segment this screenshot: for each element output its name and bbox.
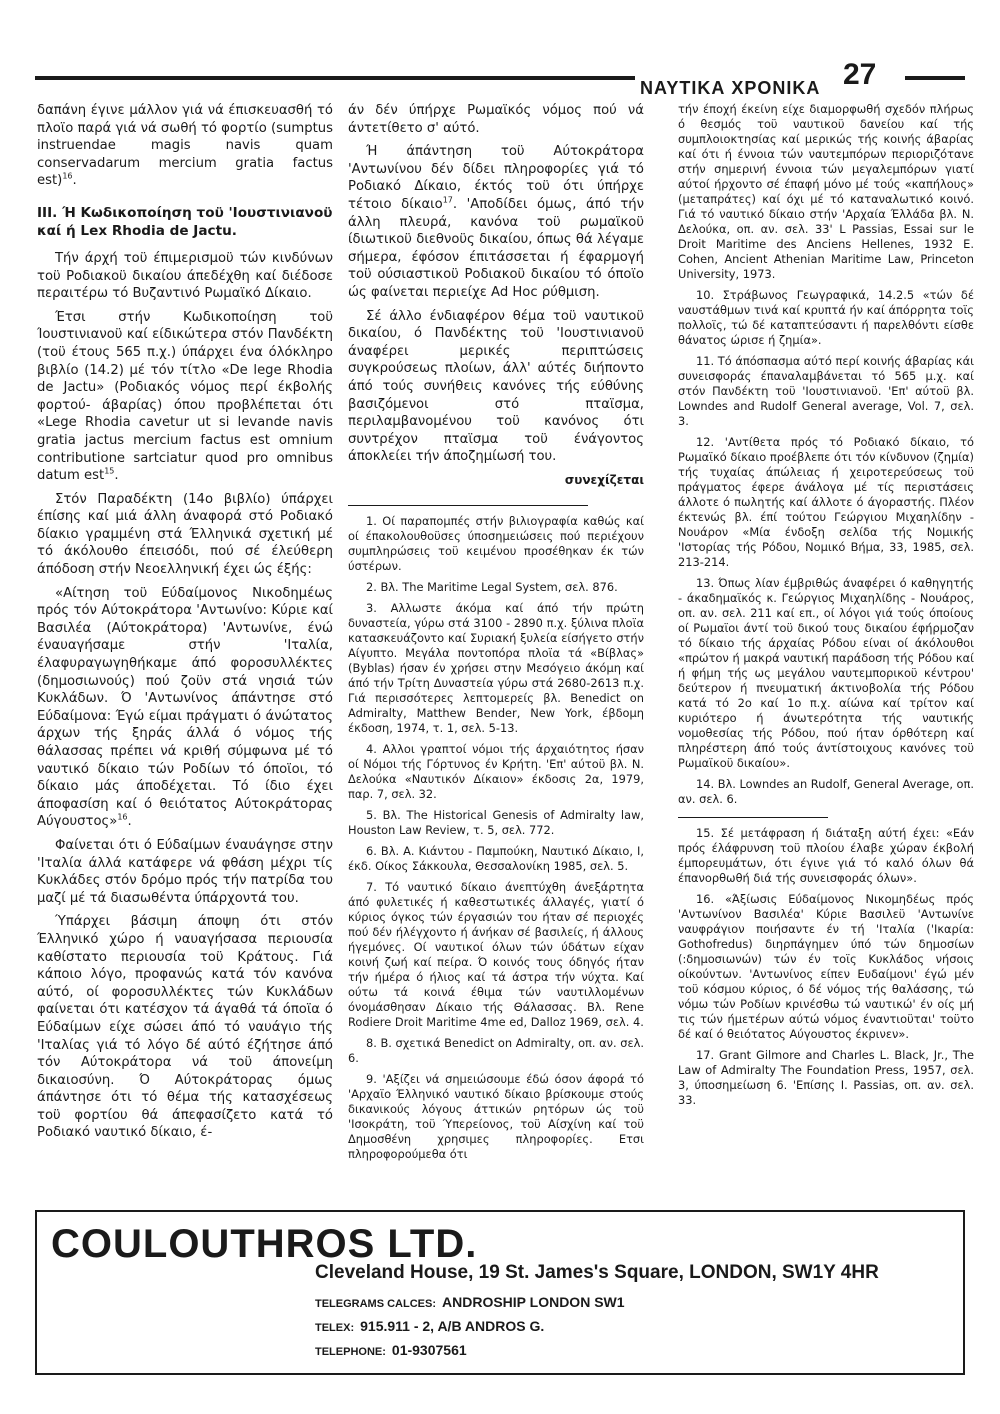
ad-telegrams — [315, 1294, 625, 1310]
footnote: 13. Όπως λίαν έμβριθώς άναφέρει ό καθηγητής - άκαδημαϊκός κ. Γεώργιος Μιχαηλίδης - Νουάρος, οπ. αν. σελ. 211 καί επ., οί λόγοι γιά τούς όποίους οί Ρωμαϊοι άντί τοϋ δικού τους δικαίου έφήρμοζαν τό δίκαιο τής άρχαίας Ρόδου είναι οί άκόλουθοι «πρώτον ή μακρά ναυτική παράδοση τής Ρόδου καί ή φήμη τής ως μεγάλου ναυτεμπορικοϋ κέντρου' δεύτερον ή πνευματική άκτινοβολία τής Ρόδου κατά τό 2ο καί 1ο π.χ. αίώνα καί τρίτον καί κυριότερο ή άνωτερότητα τής ναυτικής νομοθεσίας τής Ρόδου, πού ήταν όρθότερη καί πληρέστερη άπό τούς άντίστοιχους κανόνες τοϋ Ρωμαϊκοϋ δικαίου». — [678, 576, 974, 770]
footnotes-column-3 — [678, 102, 974, 1114]
magazine-title: ΝΑΥΤΙΚΑ ΧΡΟΝΙΚΑ — [640, 78, 821, 98]
ad-telephone-value: 01-9307561 — [391, 1342, 467, 1358]
paragraph: Έτσι στήν Κωδικοποίηση τοϋ Ίουστινιανοϋ καί είδικώτερα στόν Πανδέκτη (τοϋ έτους 565 π.χ.) ύπάρχει ένα όλόκληρο βιβλίο (14.2) μέ τόν τίτλο «De lege Rhodia de Jactu» (Ροδιακός νόμος περί έκβολής φορτού- άβαρίας) όπου προβλέπεται ότι «Lege Rhodia cavetur ut si levande navis gratia jactus mercium factus est omnium contributione sartciatur quod pro omnibus datum est$^{15}$. — [37, 309, 333, 484]
footnote: 7. Τό ναυτικό δίκαιο άνεπτύχθη άνεξάρτητα άπό φυλετικές ή καθεστωτικές άλλαγές, γιατί ό κύριος όγκος τών έργασιών του ήταν σέ περιοχές πού δέν ήλέγχοντο ή άνήκαν σέ βασιλείς, ή άλλους ήγεμόνες. Οί ναυτικοί όλων τών ύδάτων είχαν κοινή ζωή καί πείρα. Ό κοινός τους όδηγός ήταν τήν ήμέρα ό ήλιος καί τά άστρα τήν νύχτα. Καί ούτω τά κοινά έθιμα τών ναυτιλλομένων όνομάσθησαν Δίκαιο τής Θάλασσας. Βλ. Rene Rodiere Droit Maritime 4me ed, Dalloz 1969, σελ. 4. — [348, 880, 644, 1030]
ad-telex — [315, 1318, 544, 1334]
paragraph: δαπάνη έγινε μάλλον γιά νά έπισκευασθή τό πλοϊο παρά γιά νά σωθή τό φορτίο (sumptus instruendae magis navis quam conservadarum mercium gratia factus est)$^{16}$. — [37, 103, 333, 189]
ad-telex-value: 915.911 - 2, A/B ANDROS G. — [360, 1318, 545, 1334]
footnote: 5. Βλ. The Historical Genesis of Admiralty law, Houston Law Review, τ. 5, σελ. 772. — [348, 808, 644, 838]
paragraph: Τήν άρχή τοϋ έπιμερισμοϋ τών κινδύνων τοϋ Ροδιακοϋ δικαίου άπεδέχθη καί διέδοσε περαιτέρω τό Βυζαντινό Ρωμαϊκό Δίκαιο. — [37, 250, 333, 302]
page-number: 27 — [843, 58, 877, 91]
paragraph: Στόν Παραδέκτη (14ο βιβλίο) ύπάρχει έπίσης καί μιά άλλη άναφορά στό Ροδιακό δίακιο γραμμένη στά Έλληνικά σχετική μέ τό άκόλουθο έπεισόδι, πού σέ έλεύθερη άπόδοση στήν Νεοελληνική έχει ώς έξής: — [37, 491, 333, 578]
paragraph: Σέ άλλο ένδιαφέρον θέμα τοϋ ναυτικοϋ δικαίου, ό Πανδέκτης τοϋ 'Ιουστινιανοϋ άναφέρει μερικές περιπτώσεις συγκρούσεως πλοίων, άλλ' αύτές διήποντο άπό τούς συνήθεις κανόνες τής εύθύνης βασιζόμενοι στό πταϊσμα, περιλαμβανομένου τοϋ κανόνος ότι συντρέχον πταϊσμα τοϋ ένάγοντος άποκλείει τήν άποζημίωσή του. — [348, 308, 644, 465]
paragraph: Ύπάρχει βάσιμη άποψη ότι στόν Έλληνικό χώρο ή ναυαγήσασα περιουσία καθίστατο περιουσία τοϋ Κράτους. Γιά κάποιο λόγο, προφανώς κατά τόν κανόνα αύτό, οί φοροσυλλέκτες τών Κυκλάδων φαίνεται ότι κατέσχον τά άγαθά τά όποϊα ό Εύδαίμων είχε σώσει άπό τό ναυάγιο τής 'Ιταλίας γιά τό λόγο δέ αύτό έζήτησε άπό τόν Αύτοκράτορα νά τοϋ άπονείμη δικαιοσύνη. Ό Αύτοκράτορας όμως άπάντησε ότι τό θέμα τής κατασχέσεως τοϋ φορτίου θά άπεφασίζετο κατά τό Ροδιακό ναυτικό δίκαιο, έ- — [37, 914, 333, 1141]
footnote: 15. Σέ μετάφραση ή διάταξη αύτή έχει: «Εάν πρός έλάφρυνση τοϋ πλοίου έλαβε χώραν έκβολή έμπορευμάτων, ότι έγινε γιά τό καλό όλων θά έπανορθωθή διά τής συνεισφοράς όλων». — [678, 826, 974, 885]
footnote: 14. Βλ. Lowndes an Rudolf, General Average, οπ. αν. σελ. 6. — [678, 777, 975, 806]
quotation: «Αίτηση τοϋ Εύδαίμονος Νικοδημέως πρός τόν Αύτοκράτορα 'Αντωνίνο: Κύριε καί Βασιλέα (Αύτοκράτορα) 'Αντωνίνε, ένώ έναυαγήσαμε στήν 'Ιταλία, έλαφυραγωγηθήκαμε άπό φοροσυλλέκτες (δημοσιωνούς) πού ζοϋν στά νησιά τών Κυκλάδων. Ό 'Αντωνίνος άπάντησε στό Εύδαίμονα: Έγώ είμαι πράγματι ό άνώτατος άρχων τής ξηράς άλλά ό νόμος τής θάλασσας πρέπει νά κριθή σύμφωνα μέ τό ναυτικό δίκαιο τών Ροδίων τό όποϊοι, τό δίκαιο μάς άποδέχεται. Τό ίδιο έχει άποφασίση καί ό θειότατος Αύτοκράτορας Αύγουστος»$^{16}$. — [37, 585, 333, 830]
article-column-2 — [348, 102, 644, 1168]
header-rule-right — [905, 76, 965, 80]
ad-telephone-label: TELEPHONE: — [315, 1346, 386, 1358]
article-column-1 — [37, 102, 333, 1148]
advertisement-box — [35, 1210, 965, 1375]
footnote: 3. Αλλωστε άκόμα καί άπό τήν πρώτη δυναστεία, γύρω στά 3100 - 2890 π.χ. ξύλινα πλοϊα κατασκευάζοντο καί Συριακή ξυλεία είσήγετο στήν Αίγυπτο. Μεγάλα ποντοπόρα πλοϊα τά «Βίβλας» (Byblas) ήσαν έν χρήσει στην Μεσόγειο άκόμη καί άπό τήν Τρίτη Δυναστεία γύρω στά 2680-2613 π.χ. Γιά περισσότερες λεπτομερείς βλ. Benedict on Admiralty, Matthew Bender, New York, έβδομη έκδοση, 1974, τ. 1, σελ. 5-13. — [348, 601, 644, 736]
footnote: τήν έποχή έκείνη είχε διαμορφωθή σχεδόν πλήρως ό θεσμός τοϋ ναυτικοϋ δανείου καί τής συμπλοιοκτησίας καί μερικώς τής κοινής άβαρίας καί ότι ή έννοια τών ναυτεμπόρων περιοριζότανε στήν σημερινή έννοια τών μεγαλεμπόρων γιατί αύτοί ήρχοντο σέ έπαφή μόνο μέ τούς «καπήλους» (μεταπράτες) καί όχι μέ τό καταναλωτικό κοινό. Γιά τό ναυτικό δίκαιο στήν 'Αρχαία Έλλάδα βλ. Ν. Δελούκα, οπ. αν. σελ. 33' L Passias, Essai sur le Droit Maritime des Anciens Hellenes, 1932 E. Cohen, Ancient Athenian Maritime Law, Princeton University, 1973. — [678, 102, 974, 281]
ad-telegrams-value: ANDROSHIP LONDON SW1 — [442, 1294, 625, 1310]
footnote: 10. Στράβωνος Γεωγραφικά, 14.2.5 «τών δέ ναυστάθμων τινά καί κρυπτά ήν καί άπόρρητα τοϊς πολλοϊς, τώ δέ καταπτεύσαντι ή παρελθόντι είσθε θάνατος ώρισε ή ζημία». — [678, 288, 974, 347]
footnote: 17. Grant Gilmore and Charles L. Black, Jr., The Law of Admiralty The Foundation Press, 1957, σελ. 3, ύποσημείωση 6. 'Επίσης Ι. Passias, οπ. αν. σελ. 33. — [678, 1048, 974, 1107]
header-rule-left — [35, 76, 635, 80]
ad-address: Cleveland House, 19 St. James's Square, LONDON, SW1Y 4HR — [315, 1262, 879, 1283]
ad-telegrams-label: TELEGRAMS CALCES: — [315, 1298, 436, 1310]
paragraph: Φαίνεται ότι ό Εύδαίμων έναυάγησε στην 'Ιταλία άλλά κατάφερε νά φθάση μέχρι τίς Κυκλάδες στόν δρόμο πρός τήν πατρίδα του μαζί μέ τά διασωθέντα ύπάρχοντά του. — [37, 837, 333, 906]
footnote: 2. Βλ. The Maritime Legal System, σελ. 876. — [366, 580, 618, 595]
footnote: 9. 'Αξίζει νά σημειώσουμε έδώ όσον άφορά τό 'Αρχαϊο Έλληνικό ναυτικό δίκαιο βρίσκουμε στούς δικανικούς λόγους άττικών ρητόρων ώς τοϋ 'Ισοκράτη, τοϋ Ύπερείονος, τοϋ Αίσχίνη καί τοϋ Δημοσθένη χρησιμες πληροφορίες. Ετσι πληροφορούμεθα ότι — [348, 1072, 644, 1162]
footnote-divider — [678, 817, 828, 818]
footnote-ref: 15 — [104, 466, 115, 476]
paragraph: άν δέν ύπήρχε Ρωμαϊκός νόμος πού νά άντετίθετο σ' αύτό. — [348, 103, 644, 136]
footnote-ref: 17 — [442, 195, 453, 205]
footnote-divider — [348, 505, 588, 506]
footnote: 1. Οί παραπομπές στήν βιλιογραφία καθώς καί οί έπακολουθοϋσες ύποσημειώσεις πού περιέχουν συμπληρώσεις τοϋ κειμένου προσέθηκαν έκ τών ύστέρων. — [348, 514, 644, 574]
footnote: 8. Β. σχετικά Benedict on Admiralty, οπ. αν. σελ. 6. — [348, 1036, 644, 1066]
footnote: 4. Αλλοι γραπτοί νόμοι τής άρχαιότητος ήσαν οί Νόμοι τής Γόρτυνος έν Κρήτη. 'Επ' αύτοϋ βλ. Ν. Δελούκα «Ναυτικόν Δίκαιον» έκδοσις 2α, 1979, παρ. 7, σελ. 32. — [348, 742, 644, 802]
footnote-ref: 16 — [117, 812, 128, 822]
footnote: 12. 'Αντίθετα πρός τό Ροδιακό δίκαιο, τό Ρωμαϊκό δίκαιο προέβλεπε ότι τόν κίνδυνον (ζημία) τής τυχαίας άπώλειας ή χειροτερεύσεως τοϋ πράγματος έφερε άνάλογα μέ τίς περιστάσεις άλλοτε ό πωλητής καί άλλοτε ό άγοραστής. Πλέον έκτενώς βλ. έπί τούτου Γεώργιου Μιχαηλίδην - Νουάρον «Μία ένδοξη σελίδα τής Νομικής 'Ιστορίας τής Ρόδου, Νομικό Βήμα, 33, 1985, σελ. 213-214. — [678, 435, 974, 569]
section-heading: III. Ή Κωδικοποίηση τοϋ 'Ιουστινιανοϋ καί ή Lex Rhodia de Jactu. — [37, 204, 333, 239]
footnote: 11. Τό άπόσπασμα αύτό περί κοινής άβαρίας κάι συνεισφοράς έπαναλαμβάνεται τό 565 μ.χ. καί στόν Πανδέκτη τοϋ 'Ιουστινιανοϋ. 'Επ' αύτοϋ βλ. Lowndes and Rudolf General average, Vol. 7, σελ. 3. — [678, 354, 974, 428]
ad-telephone — [315, 1342, 467, 1358]
ad-telex-label: TELEX: — [315, 1322, 355, 1334]
ad-company-name: COULOUTHROS LTD. — [51, 1222, 478, 1266]
continued-label: συνεχίζεται — [564, 472, 644, 487]
footnote-ref: 16 — [62, 171, 73, 181]
footnote: 16. «Άξίωσις Εύδαίμονος Νικομηδέως πρός 'Αντωνίνον Βασιλέα' Κύριε Βασιλεϋ 'Αντωνίνε ναυφράγιον ποιήσαντε έν τή 'Ιταλία ('Ικαρία: Gothofredus) διηρπάγημεν ύπό τών δημοσίων (:δημοσιωνών) τών έν τοϊς Κυκλάδος νήσοις οίκούντων. 'Αντωνίνος είπεν Ευδαίμονι' έγώ μέν τοϋ κόσμου κύριος, ό δέ νόμος τής θαλάσσης, τώ νόμω τών Ροδίων κρινέσθω τώ ναυτικώ' έν οίς μή τις τών ήμετέρων αύτώ νόμος έναντιοϋται' τοϋτο δέ καί ό θειότατος Αύγουστος έκρινεν». — [678, 892, 974, 1041]
footnote: 6. Βλ. Α. Κιάντου - Παμπούκη, Ναυτικό Δίκαιο, Ι, έκδ. Οίκος Σάκκουλα, Θεσσαλονίκη 1985, σελ. 5. — [348, 844, 644, 874]
paragraph: Ή άπάντηση τοϋ Αύτοκράτορα 'Αντωνίνου δέν δίδει πληροφορίες γιά τό Ροδιακό Δίκαιο, έκτός τοϋ ότι ύπήρχε τέτοιο δίκαιο$^{17}$. 'Αποδίδει όμως, άπό τήν άλλη πλευρά, κανόνα τοϋ ρωμαϊκοϋ ίδιωτικοϋ διεθνοϋς δικαίου, όπως θά λέγαμε σήμερα, έφόσον έπιτάσσεται ή έφαρμογή τοϋ ούσιαστικοϋ Ροδιακοϋ δικαίου τό όποϊο ώς φαίνεται περιείχε Ad Hoc ρύθμιση. — [348, 144, 644, 300]
